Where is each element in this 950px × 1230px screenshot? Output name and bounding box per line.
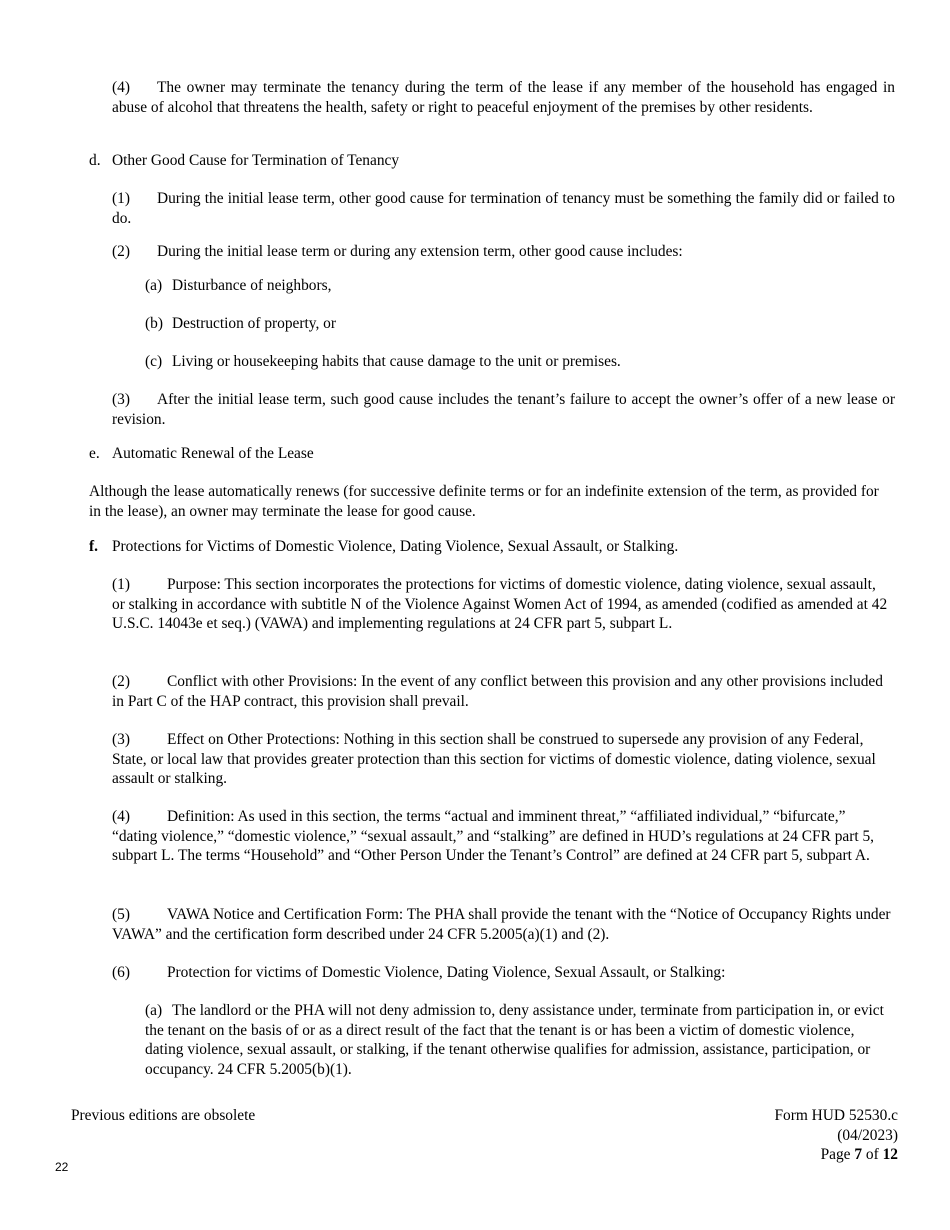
page-total: 12 — [882, 1146, 898, 1163]
page-prefix: Page — [820, 1146, 851, 1163]
list-item-text: Destruction of property, or — [172, 315, 336, 332]
section-label: d. — [89, 152, 101, 169]
section-f-paragraph-3 — [112, 730, 892, 789]
paragraph-text: Definition: As used in this section, the terms “actual and imminent threat,” “affiliated individual,” “bifurcate,” “dating violence,” “domestic violence,” “sexual assault,” and “stalking” are defined in HUD’s regulations at 24 CFR part 5, subpart L. The terms “Household” and “Other Person Under the Tenant’s Control” are defined at 24 CFR part 5, subpart A. — [112, 808, 875, 864]
form-number: Form HUD 52530.c — [774, 1107, 898, 1124]
footer-form-info — [774, 1106, 898, 1165]
paragraph-text: During the initial lease term or during any extension term, other good cause includes: — [157, 243, 683, 260]
section-f-paragraph-6 — [112, 963, 895, 983]
paragraph-label: (2) — [112, 673, 130, 690]
paragraph-label: (1) — [112, 190, 130, 207]
section-label: f. — [89, 538, 98, 555]
paragraph-text: Protection for victims of Domestic Violence, Dating Violence, Sexual Assault, or Stalking: — [167, 964, 726, 981]
section-e-body: Although the lease automatically renews (for successive definite terms or for an indefinite extension of the term, as provided for in the lease), an owner may terminate the lease for good cause. — [89, 483, 879, 520]
section-d-paragraph-3 — [112, 390, 895, 429]
paragraph-text: The owner may terminate the tenancy during the term of the lease if any member of the household has engaged in abuse of alcohol that threatens the health, safety or right to peaceful enjoyment of the premises by other residents. — [112, 79, 895, 116]
section-f-paragraph-5 — [112, 905, 895, 944]
paragraph-4-alcohol — [112, 78, 895, 117]
list-item-label: (a) — [145, 277, 163, 294]
paragraph-label: (6) — [112, 964, 130, 981]
section-d-paragraph-2 — [112, 242, 895, 262]
paragraph-text: Purpose: This section incorporates the protections for victims of domestic violence, dating violence, sexual assault, or stalking in accordance with subtitle N of the Violence Against Women Act of 1994, as amended (codified as amended at 42 U.S.C. 14043e et seq.) (VAWA) and implementing regulations at 24 CFR part 5, subpart L. — [112, 576, 888, 632]
list-item-text: Living or housekeeping habits that cause damage to the unit or premises. — [172, 353, 621, 370]
section-title: Automatic Renewal of the Lease — [112, 445, 314, 462]
list-item — [145, 314, 885, 334]
paragraph-text: After the initial lease term, such good cause includes the tenant’s failure to accept the owner’s offer of a new lease or revision. — [112, 391, 895, 428]
section-d-paragraph-1 — [112, 189, 895, 228]
list-item-text: Disturbance of neighbors, — [172, 277, 332, 294]
paragraph-label: (2) — [112, 243, 130, 260]
list-item — [145, 352, 885, 372]
section-f-paragraph-4 — [112, 807, 892, 866]
paragraph-label: (4) — [112, 808, 130, 825]
paragraph-label: (5) — [112, 906, 130, 923]
section-title: Protections for Victims of Domestic Violence, Dating Violence, Sexual Assault, or Stalking. — [112, 538, 679, 555]
page-current: 7 — [854, 1146, 863, 1163]
paragraph-label: (4) — [112, 79, 130, 96]
list-item — [145, 276, 885, 296]
page-indicator — [774, 1145, 898, 1165]
section-f-heading — [89, 537, 889, 557]
list-item-label: (c) — [145, 353, 163, 370]
list-item-label: (b) — [145, 315, 163, 332]
section-title: Other Good Cause for Termination of Tenancy — [112, 152, 400, 169]
section-d-heading — [89, 151, 889, 171]
form-date: (04/2023) — [837, 1126, 898, 1144]
paragraph-label: (3) — [112, 391, 130, 408]
paragraph-label: (1) — [112, 576, 130, 593]
paragraph-text: During the initial lease term, other good cause for termination of tenancy must be something the family did or failed to do. — [112, 190, 895, 227]
paragraph-text: Effect on Other Protections: Nothing in this section shall be construed to supersede any provision of any Federal, State, or local law that provides greater protection than this section for victims of domestic violence, dating violence, sexual assault or stalking. — [112, 731, 876, 787]
sheet-number: 22 — [55, 1160, 69, 1174]
section-f-paragraph-2 — [112, 672, 892, 711]
paragraph-text: The landlord or the PHA will not deny admission to, deny assistance under, terminate from participation in, or evict the tenant on the basis of or as a direct result of the fact that the tenant is or has been a victim of domestic violence, dating violence, sexual assault, or stalking, if the tenant otherwise qualifies for admission, assistance, participation, or occupancy. 24 CFR 5.2005(b)(1). — [145, 1002, 884, 1078]
section-e-heading — [89, 444, 889, 464]
paragraph-label: (a) — [145, 1002, 163, 1019]
paragraph-text: Conflict with other Provisions: In the event of any conflict between this provision and any other provisions included in Part C of the HAP contract, this provision shall prevail. — [112, 673, 883, 710]
footer-obsolete-note: Previous editions are obsolete — [71, 1107, 256, 1124]
paragraph-text: VAWA Notice and Certification Form: The PHA shall provide the tenant with the “Notice of Occupancy Rights under VAWA” and the certification form described under 24 CFR 5.2005(a)(1) and (2). — [112, 906, 891, 943]
paragraph-label: (3) — [112, 731, 130, 748]
section-f-paragraph-6a — [145, 1001, 895, 1079]
section-f-paragraph-1 — [112, 575, 892, 634]
section-label: e. — [89, 445, 100, 462]
page-of: of — [865, 1146, 879, 1163]
